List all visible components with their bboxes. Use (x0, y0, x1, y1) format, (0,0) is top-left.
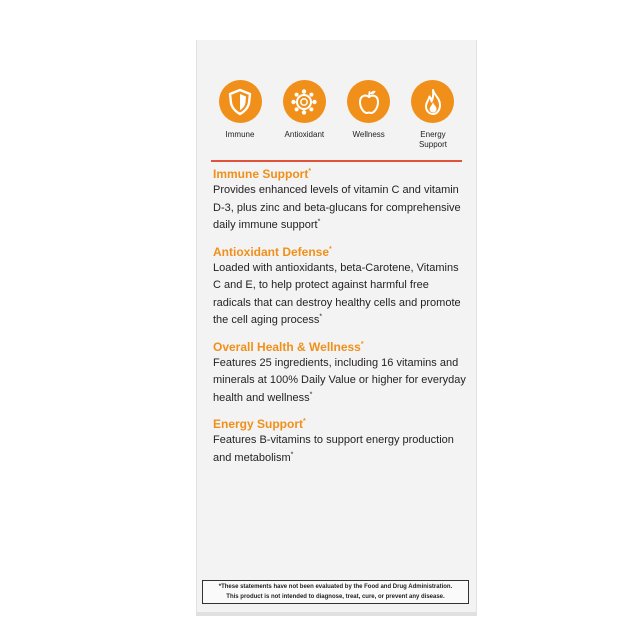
disclaimer-line-2: This product is not intended to diagnose, treat, cure, or prevent any disease. (226, 593, 445, 600)
section-body: Provides enhanced levels of vitamin C and vitamin D-3, plus zinc and beta-glucans for comprehensive daily immune support* (213, 184, 461, 231)
flame-icon (411, 80, 454, 123)
section-body: Features 25 ingredients, including 16 vitamins and minerals at 100% Daily Value or higher for everyday health and wellness* (213, 356, 466, 404)
section-title: Overall Health & Wellness* (213, 339, 364, 354)
header-divider (211, 160, 462, 162)
benefit-wellness (339, 80, 399, 150)
icon-label: Immune (225, 130, 255, 139)
icon-label: Energy Support (418, 130, 447, 149)
benefit-energy (403, 80, 463, 150)
icon-label: Antioxidant (284, 130, 325, 139)
benefit-immune (210, 80, 270, 150)
section-title: Energy Support* (213, 417, 306, 431)
panel-bottom-edge (196, 612, 477, 616)
section-body: Features B-vitamins to support energy production and metabolism* (213, 434, 454, 464)
benefit-sections (213, 166, 468, 476)
section-body: Loaded with antioxidants, beta-Carotene, Vitamins C and E, to help protect against harmful free radicals that can destroy healthy cells and promote the cell aging process* (213, 261, 461, 326)
fda-disclaimer (202, 580, 469, 604)
shield-icon (219, 80, 262, 123)
product-panel (196, 40, 477, 616)
section-energy-support (213, 416, 468, 467)
section-antioxidant-defense (213, 244, 468, 330)
benefit-icon-row (210, 80, 463, 150)
benefit-antioxidant (274, 80, 334, 150)
section-overall-health (213, 339, 468, 408)
icon-label: Wellness (352, 130, 385, 139)
disclaimer-line-1: *These statements have not been evaluated by the Food and Drug Administration. (218, 584, 453, 590)
section-title: Immune Support* (213, 167, 312, 181)
section-title: Antioxidant Defense* (213, 244, 332, 259)
section-immune-support (213, 166, 468, 235)
molecule-icon (283, 80, 326, 123)
apple-icon (347, 80, 390, 123)
